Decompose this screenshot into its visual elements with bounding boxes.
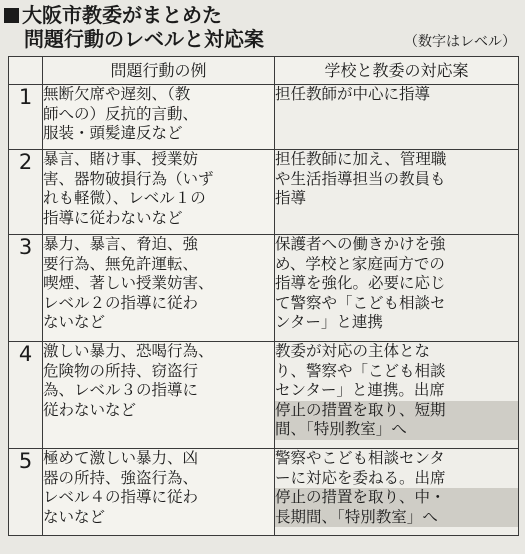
- examples-line: 危険物の所持、窃盗行: [43, 361, 199, 380]
- response-cell: [275, 235, 519, 342]
- header-examples: 問題行動の例: [43, 57, 275, 85]
- examples-line: ないなど: [43, 507, 106, 526]
- examples-cell: [43, 235, 275, 342]
- response-line: ンター」と連携: [275, 313, 383, 331]
- examples-line: 器の所持、強盗行為、: [43, 468, 199, 487]
- title-line-1: [4, 3, 222, 27]
- response-line: ーに対応を委ねる。出席: [275, 468, 446, 487]
- response-line: 担任教師が中心に指導: [275, 85, 431, 103]
- response-line: 警察やこども相談センタ: [275, 449, 445, 467]
- level-number: 1: [9, 85, 43, 150]
- examples-cell: [43, 342, 275, 449]
- response-line-highlighted: 間、「特別教室」へ: [275, 420, 518, 440]
- level-number: 3: [9, 235, 43, 342]
- examples-line: 服装・頭髪違反など: [43, 124, 183, 142]
- square-bullet-icon: [4, 8, 19, 23]
- table-row: [9, 235, 519, 342]
- examples-cell: [43, 449, 275, 536]
- table-row: [9, 85, 519, 150]
- response-line: 指導を強化。必要に応じ: [275, 274, 446, 292]
- response-line: て警察や「こども相談セ: [275, 293, 446, 312]
- examples-line: 害、器物破損行為（いず: [43, 169, 214, 188]
- levels-table: [8, 56, 519, 536]
- title-line-2: 問題行動のレベルと対応案: [24, 27, 264, 51]
- table-row: [9, 449, 519, 536]
- examples-line: 指導に従わないなど: [43, 208, 183, 227]
- examples-line: 極めて激しい暴力、凶: [43, 449, 199, 467]
- examples-line: 激しい暴力、恐喝行為、: [43, 342, 214, 360]
- level-number: 4: [9, 342, 43, 449]
- header-level: [9, 57, 43, 85]
- response-cell: [275, 449, 519, 536]
- title-note: （数字はレベル）: [404, 34, 516, 50]
- header-row: [9, 57, 519, 85]
- table-row: [9, 150, 519, 235]
- response-line-highlighted: 停止の措置を取り、中・: [275, 488, 518, 508]
- examples-line: 為、レベル３の指導に: [43, 381, 199, 399]
- examples-line: 無断欠席や遅刻、（教: [43, 85, 191, 103]
- examples-line: 暴言、賭け事、授業妨: [43, 150, 199, 168]
- examples-cell: [43, 85, 275, 150]
- response-line-highlighted: 長期間、「特別教室」へ: [275, 508, 518, 528]
- response-line: 教委が対応の主体とな: [275, 342, 431, 360]
- response-line: 担任教師に加え、管理職: [275, 150, 447, 168]
- response-line: センター」と連携。出席: [275, 381, 445, 399]
- examples-line: 師への）反抗的言動、: [43, 104, 199, 123]
- response-line: 保護者への働きかけを強: [275, 235, 446, 253]
- examples-line: 要行為、無免許運転、: [43, 254, 199, 273]
- examples-line: 従わないなど: [43, 400, 137, 419]
- response-cell: [275, 85, 519, 150]
- response-cell: [275, 150, 519, 235]
- examples-line: ないなど: [43, 313, 106, 331]
- examples-line: 暴力、暴言、脅迫、強: [43, 235, 199, 253]
- response-cell: [275, 342, 519, 449]
- response-line: 指導: [275, 189, 307, 207]
- header-response: 学校と教委の対応案: [275, 57, 519, 85]
- level-number: 2: [9, 150, 43, 235]
- response-line-highlighted: 停止の措置を取り、短期: [275, 401, 518, 421]
- title-text-1: 大阪市教委がまとめた: [22, 3, 222, 27]
- table-row: [9, 342, 519, 449]
- examples-line: レベル２の指導に従わ: [43, 293, 199, 312]
- response-line: や生活指導担当の教員も: [275, 169, 446, 188]
- level-number: 5: [9, 449, 43, 536]
- examples-cell: [43, 150, 275, 235]
- response-line: め、学校と家庭両方での: [275, 254, 445, 273]
- examples-line: れも軽微）、レベル１の: [43, 189, 206, 207]
- response-line: り、警察や「こども相談: [275, 361, 446, 380]
- title-block: [4, 3, 520, 53]
- examples-line: レベル４の指導に従わ: [43, 488, 199, 506]
- examples-line: 喫煙、著しい授業妨害、: [43, 274, 214, 292]
